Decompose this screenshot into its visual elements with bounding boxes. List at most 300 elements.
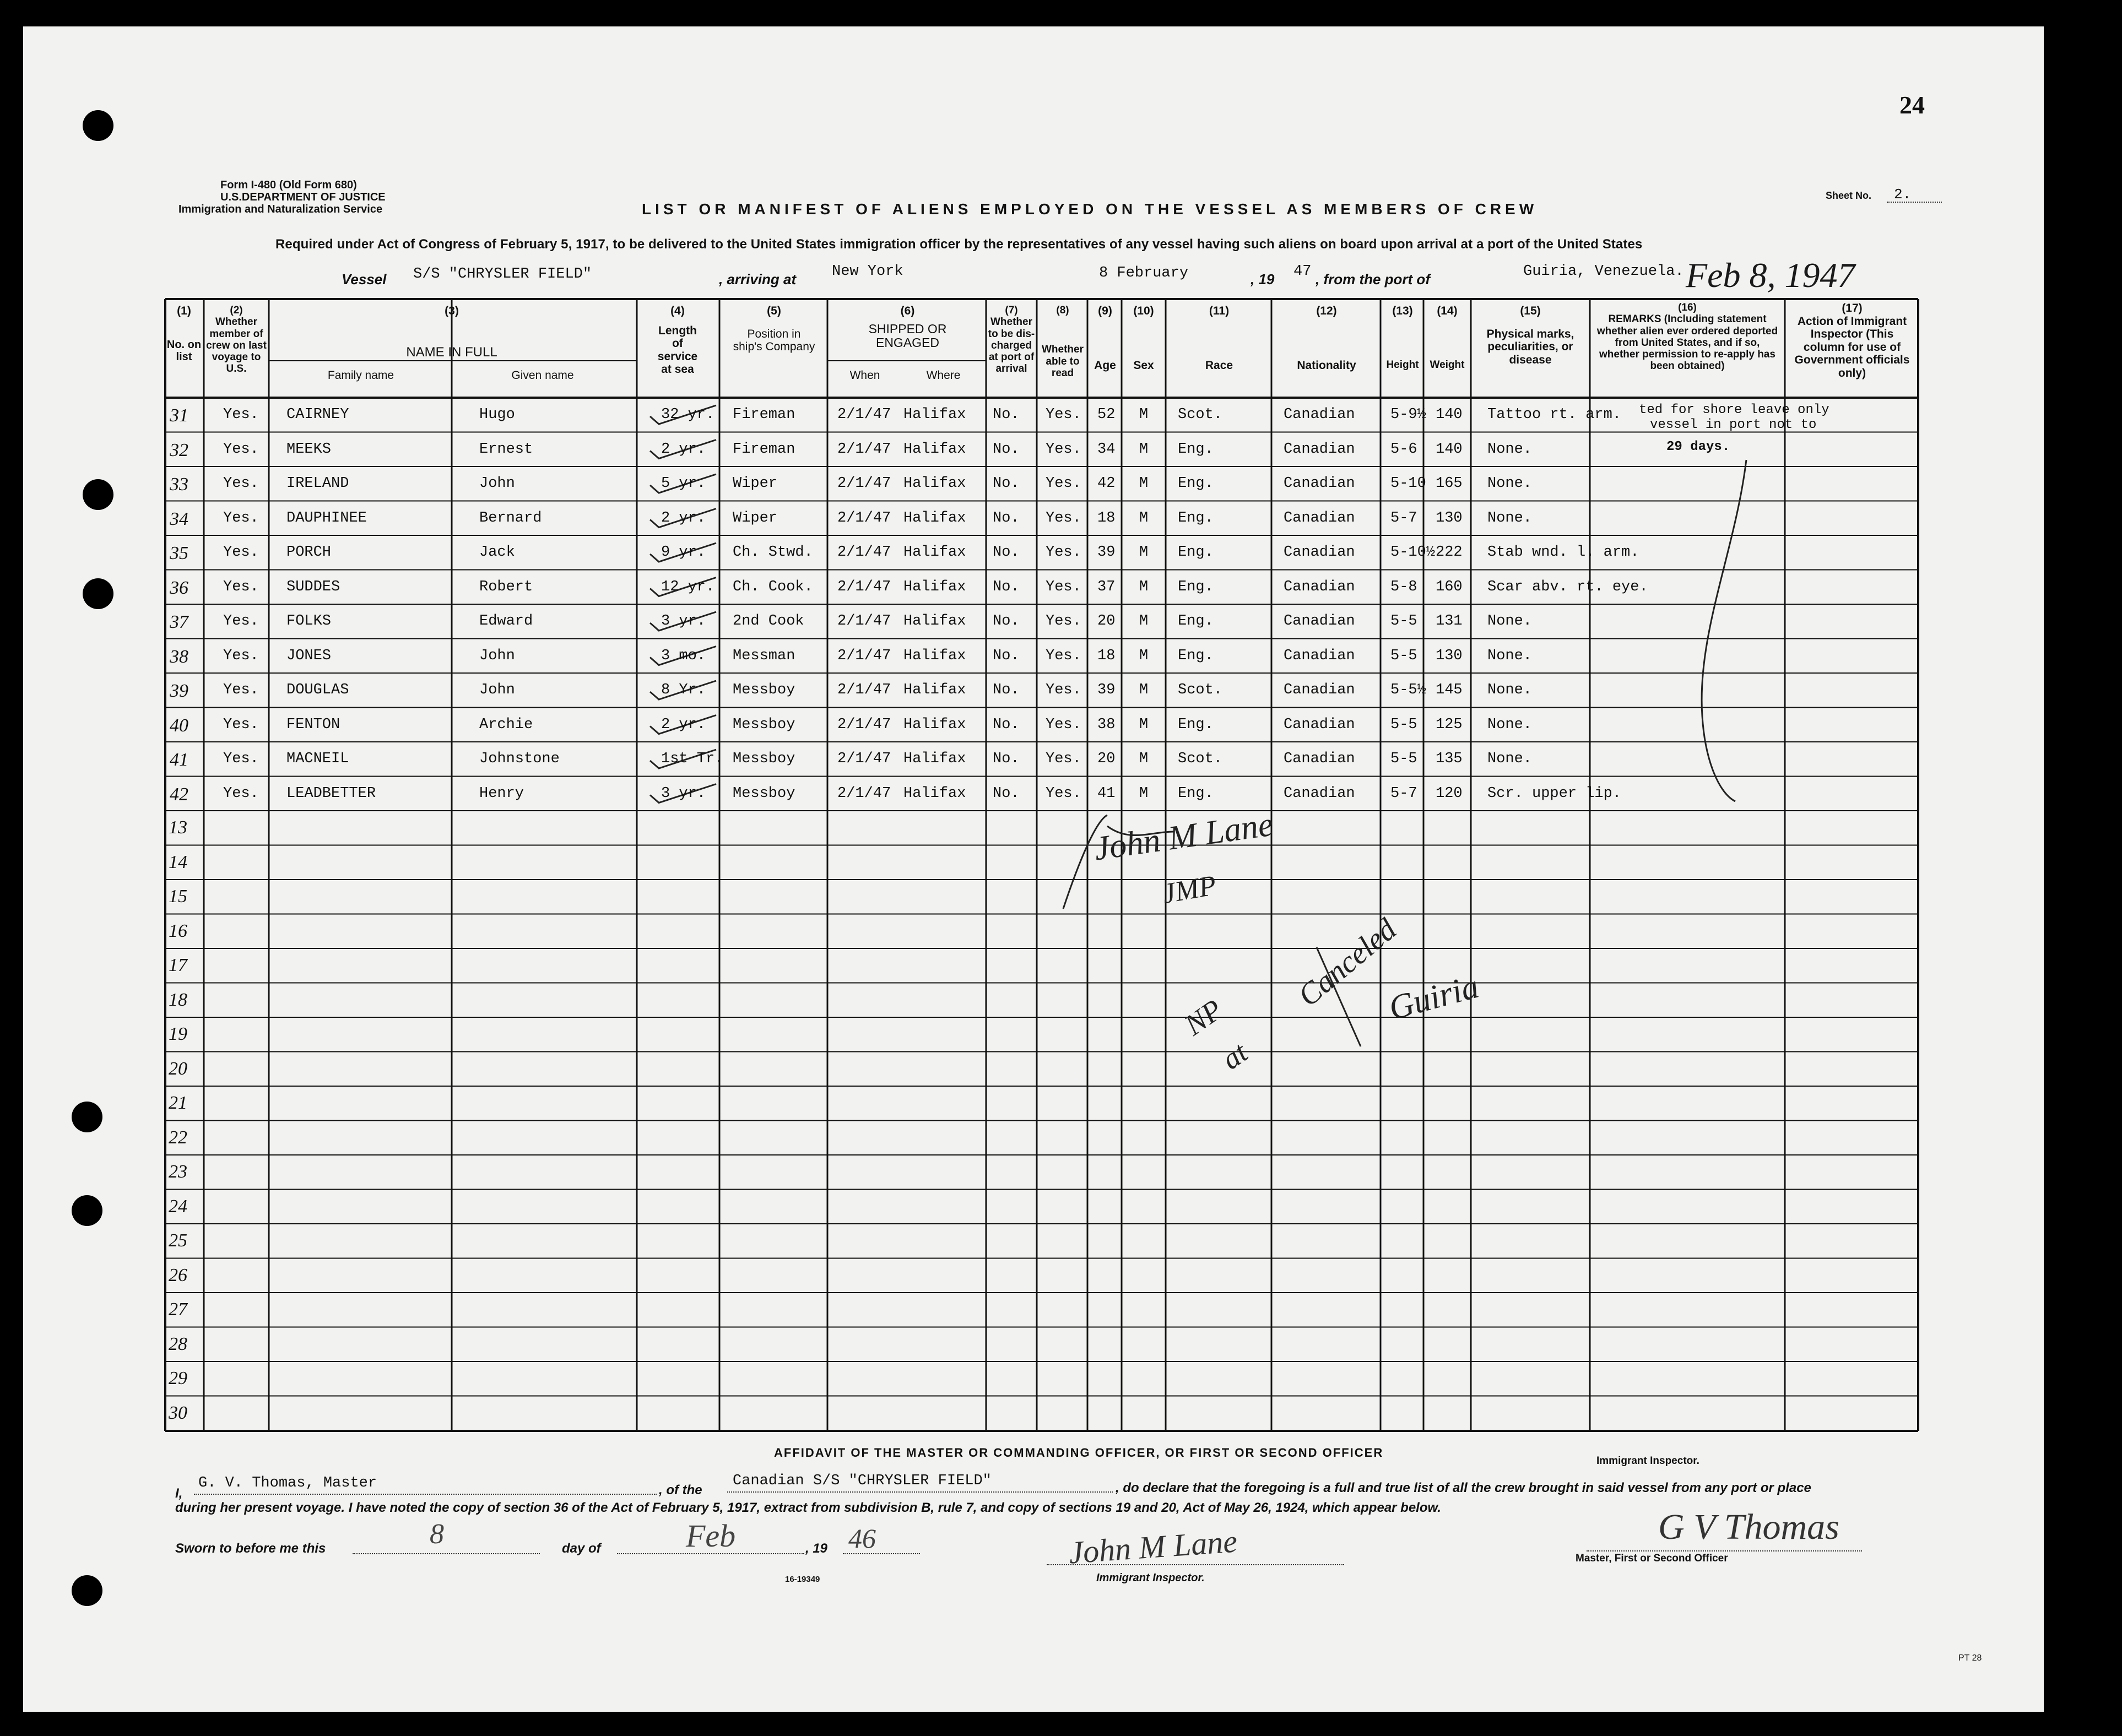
height: 5-7	[1390, 785, 1417, 802]
discharged: No.	[993, 682, 1020, 698]
height: 5-5	[1390, 716, 1417, 733]
age: 41	[1097, 785, 1116, 802]
col-10-num: (10)	[1133, 305, 1154, 317]
sworn-day: 8	[430, 1518, 444, 1550]
age: 20	[1097, 751, 1116, 767]
family-name: PORCH	[286, 544, 332, 561]
service-length: 2 yr.	[661, 441, 706, 458]
position: 2nd Cook	[733, 613, 804, 630]
master-name-line	[194, 1494, 657, 1495]
from-port-label: , from the port of	[1316, 271, 1430, 287]
sex: M	[1139, 785, 1149, 802]
sex: M	[1139, 751, 1149, 767]
col-5-label: Position in ship's Company	[733, 327, 815, 354]
col-15-label: Physical marks, peculiarities, or disease	[1486, 327, 1574, 366]
shipped-where: Halifax	[903, 406, 966, 423]
age: 38	[1097, 716, 1116, 733]
shipped-when: 2/1/47	[837, 751, 891, 767]
shipped-where: Halifax	[903, 647, 966, 664]
col-3-label: NAME IN FULL	[406, 344, 497, 360]
row-number: 41	[170, 750, 188, 770]
immigrant-inspector-bottom: Immigrant Inspector.	[1096, 1572, 1205, 1584]
position: Messboy	[733, 682, 795, 698]
position: Fireman	[733, 441, 795, 458]
family-name: FENTON	[286, 716, 340, 733]
row-number: 32	[170, 440, 188, 460]
shipped-where: Halifax	[903, 578, 966, 595]
nationality: Canadian	[1284, 406, 1355, 423]
physical-marks: Tattoo rt. arm.	[1487, 406, 1622, 423]
weight: 130	[1436, 509, 1463, 527]
nationality: Canadian	[1284, 682, 1355, 698]
weight: 222	[1436, 544, 1463, 561]
shipped-when: 2/1/47	[837, 785, 891, 802]
sex: M	[1139, 682, 1149, 698]
able-to-read: Yes.	[1046, 785, 1081, 802]
row-number: 34	[170, 508, 188, 529]
blank-row-number: 23	[169, 1162, 187, 1182]
vessel-label: Vessel	[342, 271, 387, 287]
able-to-read: Yes.	[1046, 647, 1081, 664]
race: Eng.	[1178, 785, 1214, 802]
col-15-num: (15)	[1520, 305, 1541, 317]
blank-row-number: 20	[169, 1058, 187, 1079]
year-line	[843, 1553, 920, 1554]
annotation-canceled: Canceled	[1291, 912, 1403, 1013]
affidavit-title: AFFIDAVIT OF THE MASTER OR COMMANDING OFFICER, OR FIRST OR SECOND OFFICER	[774, 1446, 1384, 1460]
race: Eng.	[1178, 475, 1214, 492]
col-8-num: (8)	[1056, 305, 1069, 316]
age: 39	[1097, 682, 1116, 698]
family-name: IRELAND	[286, 475, 349, 492]
age: 39	[1097, 544, 1116, 561]
col-16-num: (16)	[1678, 302, 1697, 313]
col-6-num: (6)	[900, 305, 915, 317]
family-name: MACNEIL	[286, 751, 349, 767]
service-length: 32 yr.	[661, 406, 715, 423]
col-16-label: REMARKS (Including statement whether alien ever ordered deported from United States, and if so, whether permission to re-apply has been obtained)	[1596, 313, 1778, 372]
given-name: John	[479, 682, 515, 698]
position: Messman	[733, 647, 795, 664]
nationality: Canadian	[1284, 578, 1355, 595]
shipped-when: 2/1/47	[837, 509, 891, 527]
shipped-where: Halifax	[903, 716, 966, 733]
given-name: Ernest	[479, 441, 533, 458]
crew-last-voyage: Yes.	[223, 441, 259, 458]
physical-marks: None.	[1487, 647, 1533, 664]
col-12-label: Nationality	[1297, 359, 1356, 372]
weight: 130	[1436, 647, 1463, 664]
given-name-header: Given name	[511, 369, 574, 382]
blank-row-number: 24	[169, 1196, 187, 1217]
race: Scot.	[1178, 751, 1223, 767]
service-length: 3 yr.	[661, 785, 706, 802]
shipped-when: 2/1/47	[837, 475, 891, 492]
physical-marks: None.	[1487, 716, 1533, 733]
given-name: John	[479, 475, 515, 492]
service-length: 9 yr.	[661, 544, 706, 561]
crew-last-voyage: Yes.	[223, 509, 259, 527]
shipped-when: 2/1/47	[837, 716, 891, 733]
nationality: Canadian	[1284, 441, 1355, 458]
physical-marks: None.	[1487, 509, 1533, 527]
physical-marks: None.	[1487, 682, 1533, 698]
crew-last-voyage: Yes.	[223, 475, 259, 492]
crew-last-voyage: Yes.	[223, 544, 259, 561]
weight: 120	[1436, 785, 1463, 802]
row-number: 39	[170, 681, 188, 701]
col-13-num: (13)	[1392, 305, 1413, 317]
discharged: No.	[993, 785, 1020, 802]
sex: M	[1139, 716, 1149, 733]
physical-marks: None.	[1487, 613, 1533, 630]
vessel-name: S/S "CHRYSLER FIELD"	[413, 266, 592, 283]
age: 52	[1097, 406, 1116, 423]
discharged: No.	[993, 716, 1020, 733]
crew-last-voyage: Yes.	[223, 406, 259, 423]
discharged: No.	[993, 578, 1020, 595]
crew-last-voyage: Yes.	[223, 716, 259, 733]
col-2-num: (2)	[230, 305, 243, 316]
required-text: Required under Act of Congress of February 5, 1917, to be delivered to the United States immigration officer by the representatives of any vessel having such aliens on board upon arrival at a port of the United States	[275, 237, 1643, 252]
remarks-bracket-stroke	[1702, 460, 1746, 801]
col-12-num: (12)	[1316, 305, 1337, 317]
discharged: No.	[993, 544, 1020, 561]
physical-marks: Scr. upper lip.	[1487, 785, 1622, 802]
col-5-num: (5)	[767, 305, 781, 317]
annotation-guiria: Guiria	[1385, 967, 1483, 1028]
affidavit-line-2: during her present voyage. I have noted the copy of section 36 of the Act of February 5, 1917, extract from subdivision B, rule 7, and copy of sections 19 and 20, Act of May 26, 1924, which appear below.	[175, 1500, 1441, 1515]
age: 20	[1097, 613, 1116, 630]
page-number: 24	[1899, 91, 1925, 119]
age: 34	[1097, 441, 1116, 458]
race: Eng.	[1178, 441, 1214, 458]
height: 5-5	[1390, 647, 1417, 664]
shipped-where: Halifax	[903, 785, 966, 802]
discharged: No.	[993, 613, 1020, 630]
shipped-when: 2/1/47	[837, 613, 891, 630]
blank-row-number: 22	[169, 1127, 187, 1148]
affidavit-vessel: Canadian S/S "CHRYSLER FIELD"	[733, 1473, 992, 1489]
blank-row-number: 28	[169, 1333, 187, 1354]
service-length: 5 yr.	[661, 475, 706, 492]
discharged: No.	[993, 751, 1020, 767]
col-3-num: (3)	[445, 305, 459, 317]
sworn-month: Feb	[686, 1518, 736, 1554]
family-name: DAUPHINEE	[286, 509, 367, 527]
row-number: 37	[170, 612, 188, 632]
crew-last-voyage: Yes.	[223, 751, 259, 767]
sex: M	[1139, 509, 1149, 527]
given-name: Henry	[479, 785, 524, 802]
shipped-where: Halifax	[903, 509, 966, 527]
sex: M	[1139, 613, 1149, 630]
shipped-when: 2/1/47	[837, 406, 891, 423]
blank-row-number: 29	[169, 1368, 187, 1388]
col-17-label: Action of Immigrant Inspector (This column for use of Government officials only)	[1794, 314, 1910, 379]
service-length: 8 Yr.	[661, 682, 706, 698]
col-9-num: (9)	[1098, 305, 1112, 317]
discharged: No.	[993, 406, 1020, 423]
sheet-label: Sheet No.	[1826, 190, 1872, 201]
able-to-read: Yes.	[1046, 441, 1081, 458]
physical-marks: None.	[1487, 475, 1533, 492]
shipped-where: Halifax	[903, 441, 966, 458]
physical-marks: Scar abv. rt. eye.	[1487, 578, 1648, 595]
given-name: John	[479, 647, 515, 664]
given-name: Johnstone	[479, 751, 560, 767]
shipped-when: 2/1/47	[837, 578, 891, 595]
month-line	[617, 1553, 804, 1554]
col-1-label: No. on list	[166, 338, 202, 363]
nationality: Canadian	[1284, 751, 1355, 767]
shipped-when: 2/1/47	[837, 682, 891, 698]
able-to-read: Yes.	[1046, 613, 1081, 630]
able-to-read: Yes.	[1046, 509, 1081, 527]
sex: M	[1139, 406, 1149, 423]
annotation-at: at	[1215, 1035, 1254, 1076]
nationality: Canadian	[1284, 785, 1355, 802]
service-length: 3 yr.	[661, 613, 706, 630]
able-to-read: Yes.	[1046, 682, 1081, 698]
height: 5-10	[1390, 475, 1426, 492]
given-name: Bernard	[479, 509, 542, 527]
sworn-label: Sworn to before me this	[175, 1541, 326, 1556]
crew-last-voyage: Yes.	[223, 613, 259, 630]
physical-marks: Stab wnd. l. arm.	[1487, 544, 1639, 561]
service-name: Immigration and Naturalization Service	[178, 203, 383, 215]
race: Eng.	[1178, 544, 1214, 561]
race: Eng.	[1178, 613, 1214, 630]
row-number: 31	[170, 405, 188, 426]
discharged: No.	[993, 475, 1020, 492]
sex: M	[1139, 475, 1149, 492]
race: Scot.	[1178, 406, 1223, 423]
col-17-num: (17)	[1842, 302, 1863, 314]
col-13-label: Height	[1386, 359, 1419, 371]
age: 18	[1097, 647, 1116, 664]
nationality: Canadian	[1284, 647, 1355, 664]
nationality: Canadian	[1284, 716, 1355, 733]
position: Wiper	[733, 509, 778, 527]
height: 5-8	[1390, 578, 1417, 595]
family-name-header: Family name	[327, 369, 394, 382]
col-6-label: SHIPPED OR ENGAGED	[868, 321, 947, 350]
row-number: 38	[170, 646, 188, 667]
col-7-num: (7)	[1005, 305, 1018, 316]
height: 5-7	[1390, 509, 1417, 527]
crew-last-voyage: Yes.	[223, 785, 259, 802]
blank-row-number: 18	[169, 989, 187, 1010]
position: Messboy	[733, 751, 795, 767]
discharged: No.	[993, 509, 1020, 527]
given-name: Hugo	[479, 406, 515, 423]
sex: M	[1139, 544, 1149, 561]
service-length: 12 yr.	[661, 578, 715, 595]
remarks-line-2: vessel in port not to	[1650, 417, 1817, 432]
sex: M	[1139, 441, 1149, 458]
height: 5-10½	[1390, 544, 1436, 561]
immigrant-inspector-top: Immigrant Inspector.	[1596, 1455, 1699, 1467]
blank-row-number: 27	[169, 1299, 187, 1320]
col-11-label: Race	[1205, 359, 1233, 372]
weight: 145	[1436, 682, 1463, 698]
nationality: Canadian	[1284, 475, 1355, 492]
print-code: 16-19349	[785, 1575, 820, 1584]
family-name: SUDDES	[286, 578, 340, 595]
blank-row-number: 13	[169, 817, 187, 838]
weight: 125	[1436, 716, 1463, 733]
annotation-initials: John M Lane	[1091, 805, 1276, 868]
arrival-port: New York	[832, 263, 903, 280]
given-name: Robert	[479, 578, 533, 595]
shipped-when: 2/1/47	[837, 441, 891, 458]
col-4-label: Length of service at sea	[657, 324, 698, 376]
family-name: DOUGLAS	[286, 682, 349, 698]
department-name: U.S.DEPARTMENT OF JUSTICE	[220, 191, 386, 203]
blank-row-number: 15	[169, 886, 187, 907]
row-number: 42	[170, 784, 188, 805]
family-name: JONES	[286, 647, 332, 664]
position: Ch. Stwd.	[733, 544, 813, 561]
row-number: 35	[170, 543, 188, 563]
form-number: Form I-480 (Old Form 680)	[220, 179, 357, 191]
height: 5-9½	[1390, 406, 1426, 423]
row-number: 40	[170, 715, 188, 736]
col-4-num: (4)	[670, 305, 685, 317]
service-length: 1st Tr.	[661, 751, 724, 767]
arrival-date: 8 February	[1099, 265, 1189, 281]
when-header: When	[849, 369, 880, 382]
sex: M	[1139, 578, 1149, 595]
day-line	[353, 1553, 540, 1554]
col-9-label: Age	[1094, 359, 1116, 372]
sworn-year-prefix: , 19	[805, 1541, 828, 1556]
physical-marks: None.	[1487, 441, 1533, 458]
affidavit-declare: , do declare that the foregoing is a full and true list of all the crew brought in said vessel from any port or place	[1116, 1480, 1811, 1495]
able-to-read: Yes.	[1046, 751, 1081, 767]
col-2-label: Whether member of crew on last voyage to U.S.	[206, 316, 267, 375]
col-14-label: Weight	[1430, 359, 1465, 371]
shipped-where: Halifax	[903, 613, 966, 630]
sworn-year: 46	[848, 1523, 876, 1554]
nationality: Canadian	[1284, 509, 1355, 527]
blank-row-number: 25	[169, 1230, 187, 1251]
blank-row-number: 26	[169, 1265, 187, 1285]
given-name: Archie	[479, 716, 533, 733]
shipped-when: 2/1/47	[837, 544, 891, 561]
weight: 131	[1436, 613, 1463, 630]
position: Wiper	[733, 475, 778, 492]
race: Eng.	[1178, 716, 1214, 733]
arrival-year: 47	[1293, 263, 1312, 280]
weight: 135	[1436, 751, 1463, 767]
departure-port: Guiria, Venezuela.	[1523, 263, 1684, 280]
height: 5-5	[1390, 613, 1417, 630]
family-name: LEADBETTER	[286, 785, 376, 802]
shipped-where: Halifax	[903, 544, 966, 561]
annotation-sub: JMP	[1160, 869, 1219, 910]
shipped-when: 2/1/47	[837, 647, 891, 664]
weight: 160	[1436, 578, 1463, 595]
discharged: No.	[993, 647, 1020, 664]
given-name: Jack	[479, 544, 515, 561]
able-to-read: Yes.	[1046, 578, 1081, 595]
blank-row-number: 17	[169, 955, 187, 975]
able-to-read: Yes.	[1046, 406, 1081, 423]
family-name: MEEKS	[286, 441, 332, 458]
nationality: Canadian	[1284, 613, 1355, 630]
race: Eng.	[1178, 647, 1214, 664]
col-8-label: Whether able to read	[1042, 344, 1084, 379]
age: 42	[1097, 475, 1116, 492]
inspector-signature: John M Lane	[1068, 1523, 1238, 1571]
remarks-line-3: 29 days.	[1666, 440, 1730, 454]
master-signature: G V Thomas	[1658, 1507, 1839, 1547]
arriving-label: , arriving at	[719, 271, 797, 287]
remarks-line-1: ted for shore leave only	[1639, 403, 1829, 417]
col-14-num: (14)	[1437, 305, 1458, 317]
race: Eng.	[1178, 509, 1214, 527]
position: Ch. Cook.	[733, 578, 813, 595]
crew-last-voyage: Yes.	[223, 682, 259, 698]
position: Fireman	[733, 406, 795, 423]
form-title: LIST OR MANIFEST OF ALIENS EMPLOYED ON THE VESSEL AS MEMBERS OF CREW	[642, 200, 1538, 218]
affidavit-i-label: I,	[175, 1486, 183, 1501]
col-7-label: Whether to be dis-charged at port of arrival	[988, 316, 1035, 375]
service-length: 2 yr.	[661, 509, 706, 527]
given-name: Edward	[479, 613, 533, 630]
weight: 140	[1436, 441, 1463, 458]
service-length: 2 yr.	[661, 716, 706, 733]
race: Eng.	[1178, 578, 1214, 595]
row-number: 33	[170, 474, 188, 495]
age: 18	[1097, 509, 1116, 527]
sex: M	[1139, 647, 1149, 664]
day-of-label: day of	[562, 1541, 601, 1556]
able-to-read: Yes.	[1046, 716, 1081, 733]
able-to-read: Yes.	[1046, 475, 1081, 492]
shipped-where: Halifax	[903, 475, 966, 492]
service-length: 3 mo.	[661, 647, 706, 664]
col-10-label: Sex	[1133, 359, 1154, 372]
race: Scot.	[1178, 682, 1223, 698]
position: Messboy	[733, 716, 795, 733]
crew-last-voyage: Yes.	[223, 578, 259, 595]
affidavit-master-name: G. V. Thomas, Master	[198, 1475, 377, 1491]
affidavit-of-the: , of the	[659, 1483, 702, 1498]
where-header: Where	[926, 369, 961, 382]
discharged: No.	[993, 441, 1020, 458]
able-to-read: Yes.	[1046, 544, 1081, 561]
nationality: Canadian	[1284, 544, 1355, 561]
blank-row-number: 16	[169, 920, 187, 941]
shipped-where: Halifax	[903, 682, 966, 698]
weight: 165	[1436, 475, 1463, 492]
height: 5-5½	[1390, 682, 1426, 698]
position: Messboy	[733, 785, 795, 802]
age: 37	[1097, 578, 1116, 595]
master-title: Master, First or Second Officer	[1576, 1553, 1728, 1564]
vessel-line	[727, 1491, 1113, 1493]
shipped-where: Halifax	[903, 751, 966, 767]
weight: 140	[1436, 406, 1463, 423]
sheet-number: 2.	[1894, 186, 1912, 203]
col-11-num: (11)	[1209, 305, 1230, 317]
family-name: CAIRNEY	[286, 406, 349, 423]
blank-row-number: 19	[169, 1024, 187, 1044]
corner-code: PT 28	[1958, 1653, 1982, 1663]
